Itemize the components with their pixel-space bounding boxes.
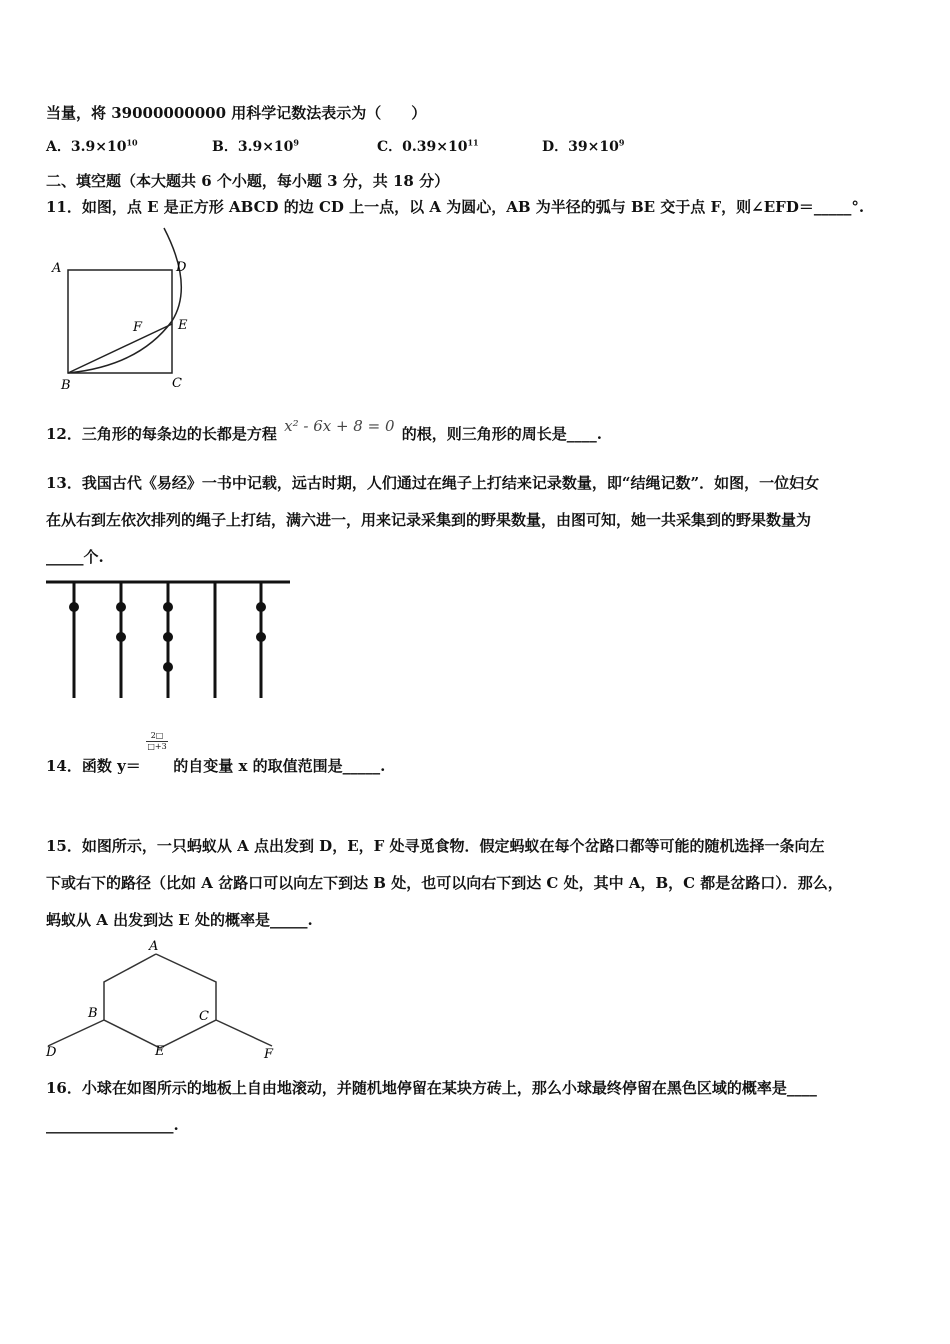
path-c-f xyxy=(216,1020,272,1046)
knot xyxy=(116,632,126,642)
q11-stem: 11．如图，点 E 是正方形 ABCD 的边 CD 上一点，以 A 为圆心，AB 为半径的弧与 BE 交于点 F，则∠EFD＝_____°. xyxy=(46,198,865,216)
q16-line-2: _________________. xyxy=(46,1116,179,1134)
label-a: A xyxy=(52,261,62,276)
knot xyxy=(163,632,173,642)
q13-line-3: _____个. xyxy=(46,548,104,566)
q14-prefix: 14．函数 y＝ xyxy=(46,757,141,775)
q12-suffix: 的根，则三角形的周长是____. xyxy=(401,425,602,443)
q15-line-1: 15．如图所示，一只蚂蚁从 A 点出发到 D，E，F 处寻觅食物．假定蚂蚁在每个岔路口都等可能的随机选择一条向左 xyxy=(46,837,825,855)
q11-square-figure xyxy=(44,226,204,392)
path-b-d xyxy=(48,1020,104,1046)
label-f: F xyxy=(264,1047,274,1060)
q10-stem: 当量，将 39000000000 用科学记数法表示为（ ） xyxy=(46,104,427,122)
knot xyxy=(256,632,266,642)
label-d: D xyxy=(176,260,187,275)
label-d: D xyxy=(46,1045,57,1060)
q12-stem xyxy=(46,417,602,444)
q16-line-1: 16．小球在如图所示的地板上自由地滚动，并随机地停留在某块方砖上，那么小球最终停留在黑色区域的概率是____ xyxy=(46,1079,817,1097)
q10-option-c: C．$0.39\times 10^{11}$ xyxy=(377,137,479,155)
q15-path-figure xyxy=(42,938,278,1060)
q10-option-d: D．$39\times 10^9$ xyxy=(542,137,625,155)
label-f: F xyxy=(133,320,143,335)
knot xyxy=(163,662,173,672)
q12-equation: x² - 6x + 8 = 0 xyxy=(284,417,395,435)
q12-prefix: 12．三角形的每条边的长都是方程 xyxy=(46,425,277,443)
label-c: C xyxy=(172,376,182,391)
q15-line-2: 下或右下的路径（比如 A 岔路口可以向左下到达 B 处，也可以向右下到达 C 处，其中 A，B，C 都是岔路口）．那么， xyxy=(46,874,843,892)
q14-suffix: 的自变量 x 的取值范围是_____. xyxy=(173,757,386,775)
label-c: C xyxy=(199,1009,209,1024)
knot xyxy=(116,602,126,612)
q13-line-2: 在从右到左依次排列的绳子上打结，满六进一，用来记录采集到的野果数量，由图可知，她一共采集到的野果数量为 xyxy=(46,511,812,529)
section-2-title: 二、填空题（本大题共 6 个小题，每小题 3 分，共 18 分） xyxy=(46,172,450,190)
knot xyxy=(69,602,79,612)
q14-numerator: 2□ xyxy=(146,731,168,742)
label-e: E xyxy=(155,1044,165,1059)
q10-option-a: A．$3.9\times 10^{10}$ xyxy=(46,137,138,155)
q10-option-b: B．$3.9\times 10^9$ xyxy=(212,137,299,155)
q14-denominator: □+3 xyxy=(147,742,167,751)
arc-bd xyxy=(68,228,181,373)
q13-knot-figure xyxy=(44,576,294,702)
label-b: B xyxy=(61,378,71,392)
q14-fraction xyxy=(146,731,168,752)
hexagon-path xyxy=(104,954,216,1048)
q15-line-3: 蚂蚁从 A 出发到达 E 处的概率是_____. xyxy=(46,911,313,929)
label-a: A xyxy=(149,939,159,954)
knot xyxy=(163,602,173,612)
q14-stem xyxy=(46,731,386,776)
segment-be xyxy=(68,324,172,373)
q13-line-1: 13．我国古代《易经》一书中记载，远古时期，人们通过在绳子上打结来记录数量，即“结绳记数”．如图，一位妇女 xyxy=(46,474,820,492)
label-b: B xyxy=(88,1006,98,1021)
square-abcd xyxy=(68,270,172,373)
label-e: E xyxy=(178,318,188,333)
knot xyxy=(256,602,266,612)
